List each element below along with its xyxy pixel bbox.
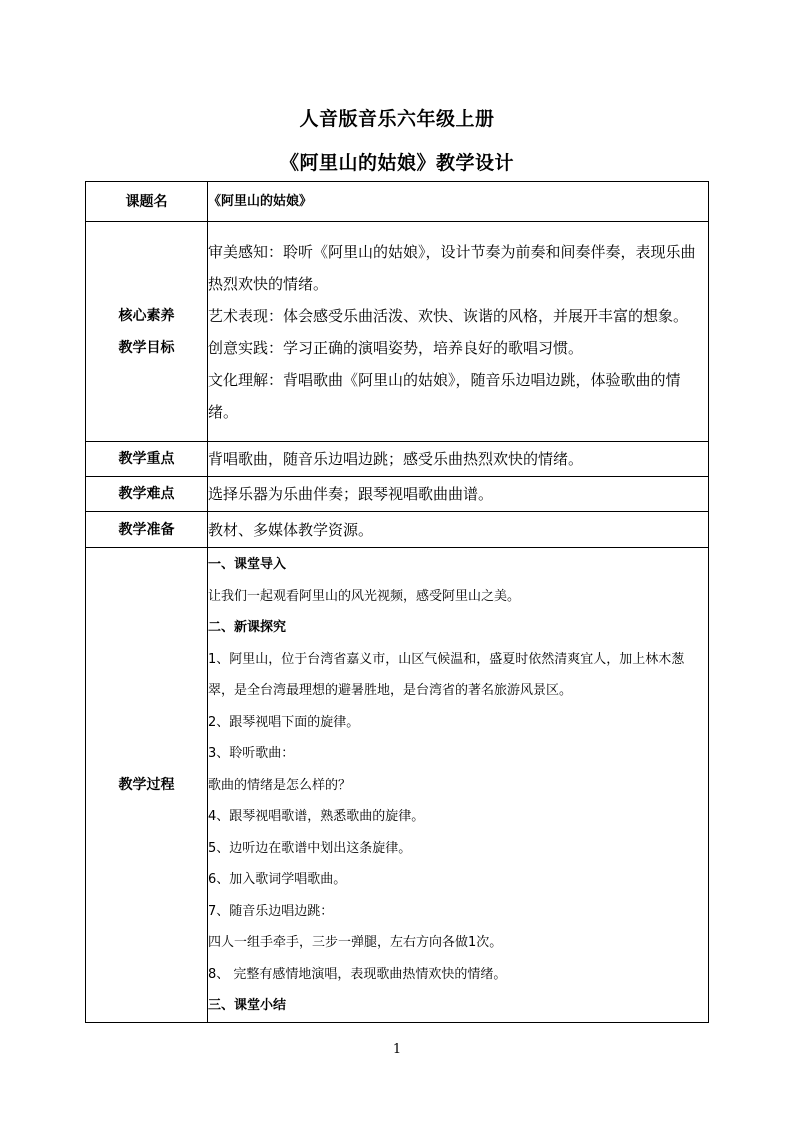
process-step: 歌曲的情绪是怎么样的？ bbox=[208, 777, 352, 793]
key-points-value: 背唱歌曲，随音乐边唱边跳；感受乐曲热烈欢快的情绪。 bbox=[208, 442, 709, 477]
process-step: 8、 完整有感情地演唱，表现歌曲热情欢快的情绪。 bbox=[208, 966, 507, 982]
preparation-label: 教学准备 bbox=[86, 512, 208, 548]
process-step: 四人一组手牵手，三步一弹腿，左右方向各做1次。 bbox=[208, 935, 503, 950]
table-row-process bbox=[86, 548, 709, 1023]
topic-label: 课题名 bbox=[86, 182, 208, 222]
difficulties-label: 教学难点 bbox=[86, 477, 208, 512]
page-number: 1 bbox=[392, 1042, 402, 1057]
objective-cultural: 文化理解：背唱歌曲《阿里山的姑娘》，随音乐边唱边跳，体验歌曲的情绪。 bbox=[208, 370, 681, 421]
table-row-topic bbox=[86, 182, 709, 222]
process-step: 3、聆听歌曲： bbox=[208, 746, 295, 761]
process-label: 教学过程 bbox=[86, 548, 208, 1023]
section-explore-title: 二、新课探究 bbox=[208, 620, 287, 635]
objective-aesthetic: 审美感知：聆听《阿里山的姑娘》，设计节奏为前奏和间奏伴奏，表现乐曲热烈欢快的情绪。 bbox=[208, 242, 696, 293]
section-summary-title: 三、课堂小结 bbox=[208, 998, 287, 1013]
document-title: 人音版音乐六年级上册 bbox=[299, 108, 495, 130]
objectives-label-line2: 教学目标 bbox=[118, 339, 175, 356]
objectives-label bbox=[86, 222, 208, 442]
section-intro-title: 一、课堂导入 bbox=[208, 557, 287, 572]
process-step: 6、加入歌词学唱歌曲。 bbox=[208, 872, 347, 887]
table-row-key-points bbox=[86, 442, 709, 477]
process-step: 1、阿里山，位于台湾省嘉义市，山区气候温和，盛夏时依然清爽宜人，加上林木葱翠，是全台湾最理想的避暑胜地，是台湾省的著名旅游风景区。 bbox=[208, 651, 685, 698]
process-step: 7、随音乐边唱边跳： bbox=[208, 903, 334, 919]
process-step: 5、边听边在歌谱中划出这条旋律。 bbox=[208, 840, 412, 856]
difficulties-value: 选择乐器为乐曲伴奏；跟琴视唱歌曲曲谱。 bbox=[208, 477, 709, 512]
process-step: 4、跟琴视唱歌谱，熟悉歌曲的旋律。 bbox=[208, 809, 425, 824]
process-step: 2、跟琴视唱下面的旋律。 bbox=[208, 714, 360, 730]
preparation-value: 教材、多媒体教学资源。 bbox=[208, 512, 709, 548]
table-row-objectives bbox=[86, 222, 709, 442]
process-content bbox=[208, 548, 709, 1023]
topic-text: 《阿里山的姑娘》 bbox=[208, 193, 313, 209]
objective-creative: 创意实践：学习正确的演唱姿势，培养良好的歌唱习惯。 bbox=[208, 338, 584, 357]
lesson-plan-table bbox=[85, 181, 709, 1023]
objectives-content bbox=[208, 222, 709, 442]
document-subtitle: 《阿里山的姑娘》教学设计 bbox=[279, 152, 514, 174]
objectives-label-line1: 核心素养 bbox=[118, 307, 175, 324]
key-points-label: 教学重点 bbox=[86, 442, 208, 477]
section-intro-text: 让我们一起观看阿里山的风光视频，感受阿里山之美。 bbox=[208, 588, 521, 604]
topic-value bbox=[208, 182, 709, 222]
table-row-preparation bbox=[86, 512, 709, 548]
table-row-difficulties bbox=[86, 477, 709, 512]
objective-artistic: 艺术表现：体会感受乐曲活泼、欢快、诙谐的风格，并展开丰富的想象。 bbox=[208, 306, 689, 325]
